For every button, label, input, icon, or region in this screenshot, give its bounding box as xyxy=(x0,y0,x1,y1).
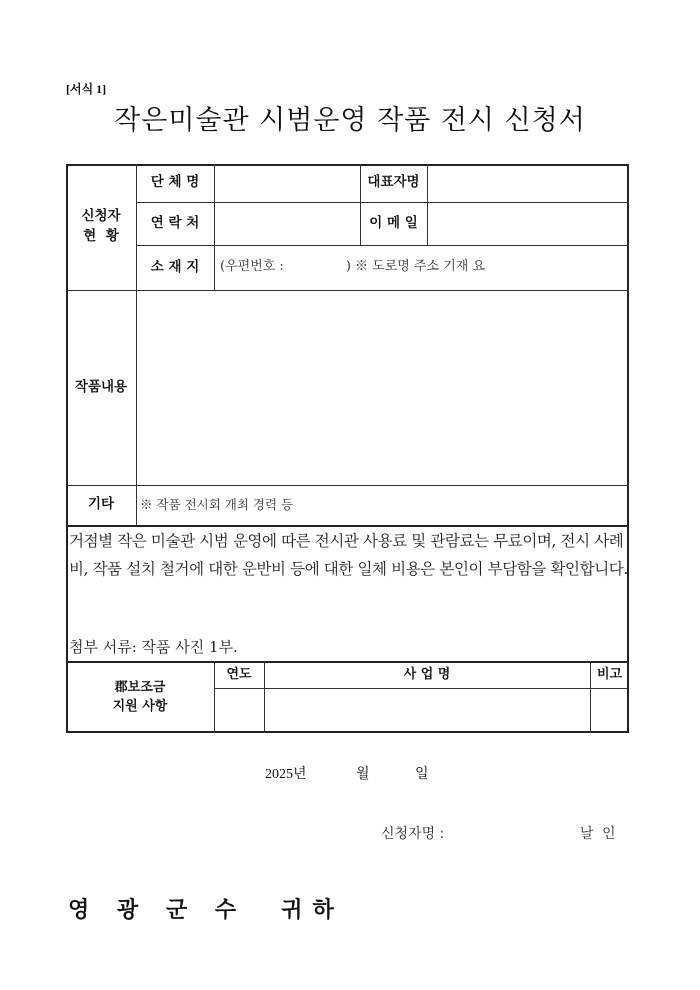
email-field[interactable] xyxy=(428,202,628,245)
organization-name-label: 단 체 명 xyxy=(150,174,200,191)
column-header-year: 연도 xyxy=(226,667,252,683)
organization-name-field[interactable] xyxy=(215,164,360,202)
other-label: 기타 xyxy=(87,496,115,513)
date-year: 2025년 xyxy=(265,767,307,782)
contact-field[interactable] xyxy=(215,202,360,245)
contact-label: 연 락 처 xyxy=(150,214,200,231)
cost-notice-text: 거점별 작은 미술관 시범 운영에 따른 전시관 사용료 및 관람료는 무료이며, 전시 사례비, 작품 설치 철거에 대한 운반비 등에 대한 일체 비용은 본인이 부담함을 확인합니다. xyxy=(69,532,628,578)
attachment-text: 첨부 서류: 작품 사진 1부. xyxy=(69,638,238,656)
postal-code-hint: (우편번호 : xyxy=(220,259,284,275)
representative-name-label: 대표자명 xyxy=(367,174,420,191)
email-label: 이 메 일 xyxy=(369,214,418,231)
column-header-project-name: 사 업 명 xyxy=(403,667,451,683)
applicant-label-line1: 신청자 xyxy=(81,208,121,225)
artwork-content-field[interactable] xyxy=(137,291,628,484)
subsidy-section-label xyxy=(66,663,214,733)
column-header-remarks: 비고 xyxy=(596,667,623,683)
address-label: 소 재 지 xyxy=(150,258,200,275)
road-address-hint: ) ※ 도로명 주소 기재 요 xyxy=(345,259,486,275)
subsidy-label-line2: 지원 사항 xyxy=(112,699,168,714)
addressee: 영 광 군 수 귀하 xyxy=(68,898,344,923)
date-month: 월 xyxy=(356,767,370,782)
representative-name-field[interactable] xyxy=(428,164,628,202)
subsidy-label-line1: 郡보조금 xyxy=(114,680,166,696)
form-number-label: [서식 1] xyxy=(66,82,107,96)
address-field[interactable] xyxy=(220,245,625,290)
applicant-section-label xyxy=(66,164,136,290)
other-field[interactable]: ※ 작품 전시회 개최 경력 등 xyxy=(140,496,294,512)
document-title: 작은미술관 시범운영 작품 전시 신청서 xyxy=(114,105,586,136)
subsidy-year-field[interactable] xyxy=(215,689,263,732)
seal-label: 날 인 xyxy=(580,826,616,842)
applicant-label-line2: 현 황 xyxy=(83,228,119,244)
artwork-content-label: 작품내용 xyxy=(74,378,128,395)
subsidy-remarks-field[interactable] xyxy=(591,689,628,732)
date-day: 일 xyxy=(415,767,429,782)
subsidy-project-field[interactable] xyxy=(265,689,589,732)
applicant-name-label: 신청자명 : xyxy=(381,826,445,842)
applicant-name-field[interactable] xyxy=(460,818,570,842)
